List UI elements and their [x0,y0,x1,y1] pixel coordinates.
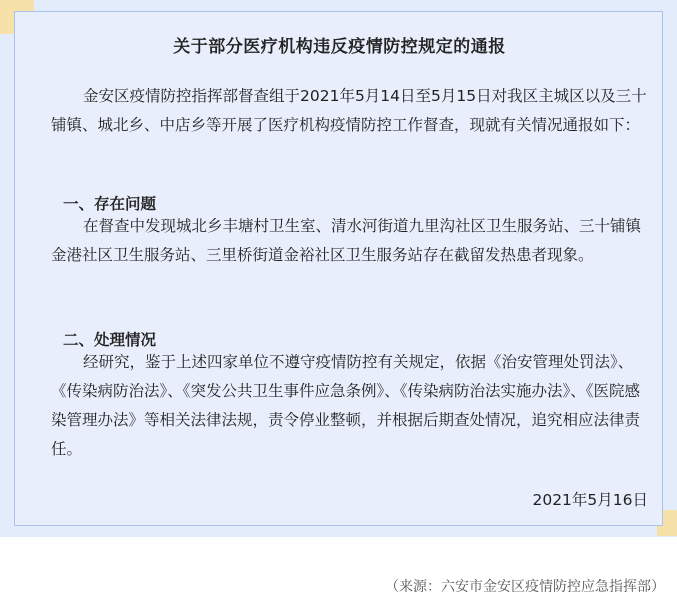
source-caption: （来源：六安市金安区疫情防控应急指挥部） [385,579,665,595]
intro-paragraph [51,82,651,140]
section-heading-problems: 一、存在问题 [63,195,157,213]
notice-title: 关于部分医疗机构违反疫情防控规定的通报 [173,37,506,57]
notice-box [14,11,663,526]
notice-date: 2021年5月16日 [532,491,648,509]
problems-paragraph [51,212,651,270]
handling-text: 经研究，鉴于上述四家单位不遵守疫情防控有关规定，依据《治安管理处罚法》、《传染病防治法》、《突发公共卫生事件应急条例》、《传染病防治法实施办法》、《医院感染管理办法》等相关法律法规，责令停业整顿，并根据后期查处情况，追究相应法律责任。 [51,353,641,458]
problems-text: 在督查中发现城北乡丰塘村卫生室、清水河街道九里沟社区卫生服务站、三十铺镇金港社区卫生服务站、三里桥街道金裕社区卫生服务站存在截留发热患者现象。 [51,217,642,264]
section-heading-handling: 二、处理情况 [63,331,157,349]
handling-paragraph [51,348,651,464]
intro-text: 金安区疫情防控指挥部督查组于2021年5月14日至5月15日对我区主城区以及三十铺镇、城北乡、中店乡等开展了医疗机构疫情防控工作督查，现就有关情况通报如下： [51,87,647,134]
